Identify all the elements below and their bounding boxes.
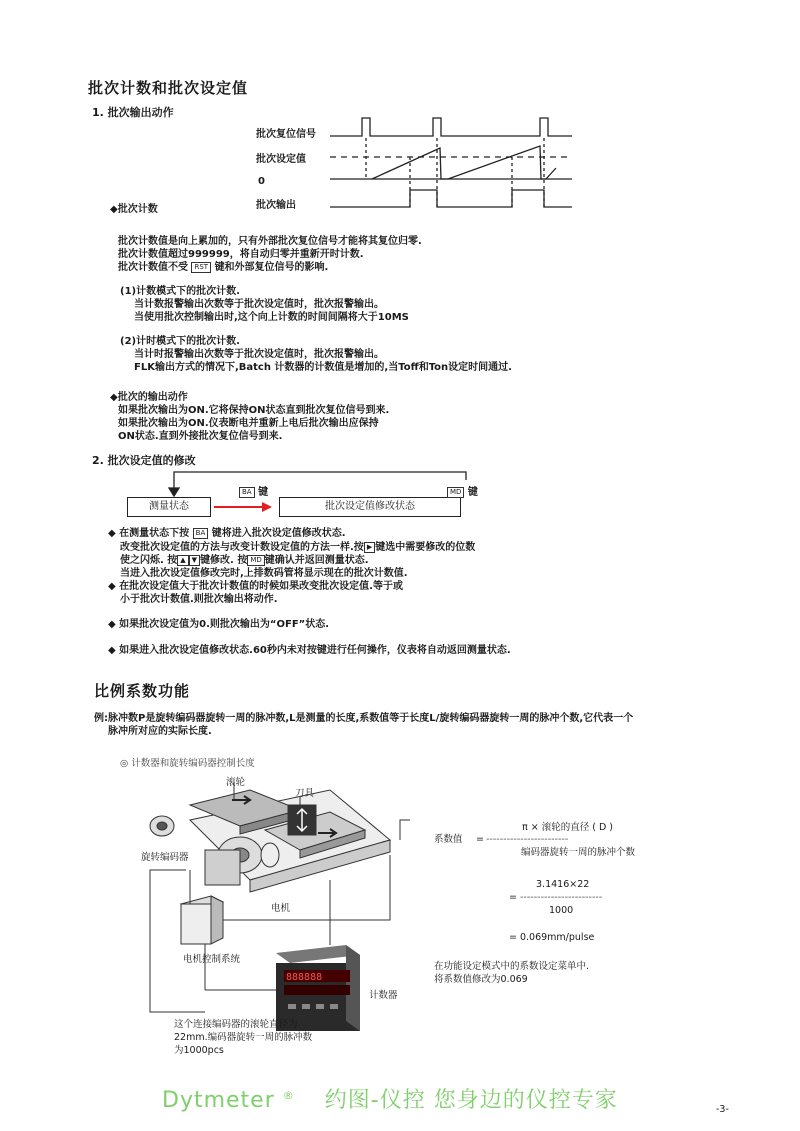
count-line-2: 批次计数值超过999999，将自动归零并重新开时计数. — [118, 249, 364, 260]
example-line-1: 例:脉冲数P是旋转编码器旋转一周的脉冲数,L是测量的长度,系数值等于长度L/旋转编码器旋转一周的脉冲个数,它代表一个 — [94, 713, 634, 724]
example-line-2: 脉冲所对应的实际长度. — [108, 726, 212, 737]
label-counter: 计数器 — [369, 990, 398, 1001]
count-line-3: 批次计数值不受 RST 键和外部复位信号的影响. — [118, 262, 329, 273]
mode2-heading: (2)计时模式下的批次计数. — [120, 336, 240, 347]
mode1-heading: (1)计数模式下的批次计数. — [120, 286, 240, 297]
label-motor-control: 电机控制系统 — [183, 954, 241, 965]
timing-label-zero: 0 — [258, 176, 265, 187]
md-key-inline-icon: MD — [247, 555, 264, 566]
output-heading: ◆批次的输出动作 — [110, 392, 188, 403]
label-encoder: 旋转编码器 — [141, 852, 189, 863]
md-key-icon: MD — [447, 487, 464, 498]
footer-watermark — [162, 1083, 618, 1114]
page-number: -3- — [716, 1104, 729, 1115]
formula-denominator: 编码器旋转一周的脉冲个数 — [521, 847, 636, 858]
formula-result: = 0.069mm/pulse — [509, 932, 595, 943]
svg-text:888888: 888888 — [286, 972, 323, 983]
formula-numerator-2: 3.1416×22 — [536, 879, 590, 890]
mode1-line-1: 当计数报警输出次数等于批次设定值时，批次报警输出。 — [134, 299, 384, 310]
formula-eq-2: = — [509, 892, 517, 903]
b1-line-2: 改变批次设定值的方法与改变计数设定值的方法一样.按 ▶ 键选中需要修改的位数 — [120, 542, 476, 553]
motor-control-box — [181, 904, 211, 944]
formula-fraction-line-1: ------------------------ — [486, 834, 569, 845]
output-line-2: 如果批次输出为ON.仪表断电并重新上电后批次输出应保持 — [118, 418, 379, 429]
down-key-icon: ▼ — [189, 555, 200, 566]
mode2-line-2: FLK输出方式的情况下,Batch 计数器的计数值是增加的,当Toff和Ton设定时间通过. — [134, 362, 512, 373]
ba-key-label: BA 键 — [239, 485, 268, 500]
section-title-ratio: 比例系数功能 — [94, 682, 191, 700]
roller-note-2: 22mm.编码器旋转一周的脉冲数 — [174, 1032, 313, 1043]
after-line-1: 在功能设定模式中的系数设定菜单中. — [434, 961, 590, 972]
right-arrow-key-icon: ▶ — [364, 542, 375, 553]
b2-line-2: 小于批次计数值.则批次输出将动作. — [120, 594, 278, 605]
roller-note-1: 这个连接编码器的滚轮直径为 — [174, 1019, 298, 1030]
b1-line-1: ◆ 在测量状态下按 BA 键将进入批次设定值修改状态. — [108, 528, 346, 539]
formula-denominator-2: 1000 — [549, 905, 574, 916]
ba-key-icon: BA — [239, 487, 255, 498]
b3-line: ◆ 如果批次设定值为0.则批次输出为“OFF”状态. — [108, 619, 330, 630]
up-key-icon: ▲ — [177, 555, 188, 566]
label-roller: 滚轮 — [226, 777, 246, 788]
figure-caption: ◎ 计数器和旋转编码器控制长度 — [120, 758, 255, 769]
b1-line-4: 当进入批次设定值修改完时,上排数码管将显示现在的批次计数值. — [120, 568, 408, 579]
section-title-batch: 批次计数和批次设定值 — [88, 79, 249, 97]
measure-state-box: 测量状态 — [127, 497, 211, 517]
slogan: 约图-仪控 您身边的仪控专家 — [324, 1088, 618, 1113]
timing-label-setval: 批次设定值 — [256, 154, 306, 165]
modify-state-box: 批次设定值修改状态 — [279, 497, 461, 517]
rst-key-icon: RST — [191, 262, 211, 273]
output-line-3: ON状态.直到外接批次复位信号到来. — [118, 431, 283, 442]
mode1-line-2: 当使用批次控制输出时,这个向上计数的时间间隔将大于10MS — [134, 312, 409, 323]
output-line-1: 如果批次输出为ON.它将保持ON状态直到批次复位信号到来. — [118, 405, 390, 416]
label-cutter: 刀具 — [295, 788, 315, 799]
md-key-label: MD 键 — [447, 485, 478, 500]
label-motor: 电机 — [271, 903, 291, 914]
b2-line-1: ◆ 在批次设定值大于批次计数值的时候如果改变批次设定值.等于或 — [108, 581, 403, 592]
encoder-body — [205, 850, 240, 885]
registered-mark: ® — [282, 1088, 295, 1102]
item-modify-setvalue: 2. 批次设定值的修改 — [92, 454, 196, 467]
after-line-2: 将系数值修改为0.069 — [434, 974, 528, 985]
timing-label-output: 批次输出 — [256, 200, 296, 211]
b4-line: ◆ 如果进入批次设定值修改状态.60秒内未对按键进行任何操作，仪表将自动返回测量状态. — [108, 645, 511, 656]
ba-key-inline-icon: BA — [193, 528, 209, 539]
batch-count-heading: ◆批次计数 — [110, 204, 158, 215]
mode2-line-1: 当计时报警输出次数等于批次设定值时，批次报警输出。 — [134, 349, 384, 360]
roller-note-3: 为1000pcs — [174, 1045, 224, 1056]
brand-name: Dytmeter — [162, 1088, 275, 1113]
timing-label-reset: 批次复位信号 — [256, 129, 316, 140]
formula-numerator: π × 滚轮的直径 ( D ) — [522, 822, 614, 833]
formula-label: 系数值 — [434, 834, 463, 845]
b1-line-3: 使之闪烁. 按 ▲ ▼ 键修改. 按 MD 键确认并返回测量状态. — [120, 555, 369, 566]
count-line-1: 批次计数值是向上累加的，只有外部批次复位信号才能将其复位归零. — [118, 236, 422, 247]
formula-fraction-line-2: ------------------------ — [520, 892, 603, 903]
formula-eq: = — [476, 834, 484, 845]
item-batch-output-action: 1. 批次输出动作 — [92, 106, 174, 119]
